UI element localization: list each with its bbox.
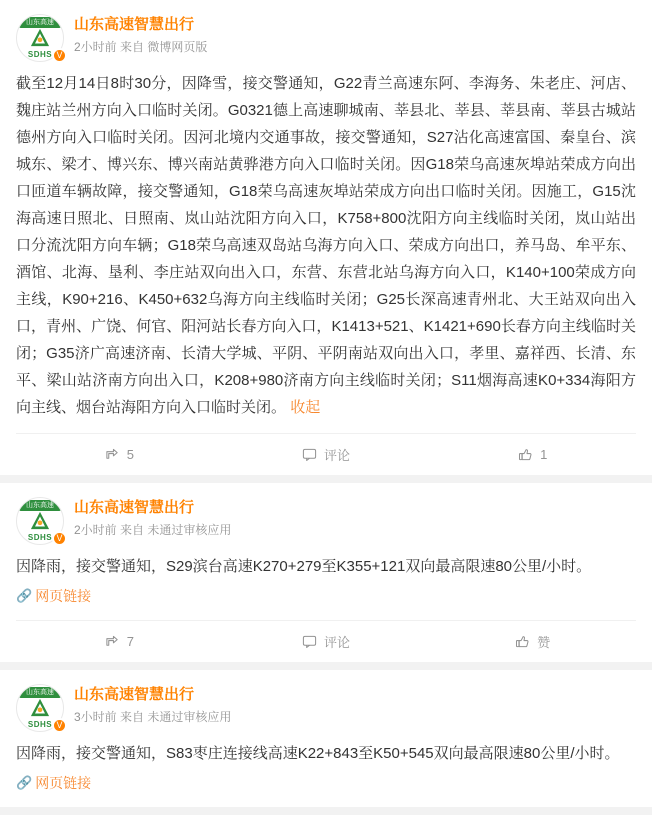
post-header [16,14,636,62]
comment-label: 评论 [324,448,351,463]
link-icon: 🔗 [16,775,33,790]
post-content [16,70,636,421]
avatar-bottom-text: SDHS [27,50,53,59]
post-actions [16,620,636,662]
post-content-text: 因降雨，接交警通知，S83枣庄连接线高速K22+843至K50+545双向最高限速80公里/小时。 [16,745,620,762]
post-card [0,670,652,807]
post-username[interactable]: 山东高速智慧出行 [74,16,195,33]
post-source-prefix: 来自 [120,40,145,54]
post-username[interactable]: 山东高速智慧出行 [74,686,195,703]
post-meta [74,38,207,56]
post-head-text [74,14,207,56]
post-content-text: 因降雨，接交警通知，S29滨台高速K270+279至K355+121双向最高限速80公里/小时。 [16,558,592,575]
comment-icon [302,447,317,462]
repost-count: 5 [126,447,134,462]
verified-badge-icon: V [52,48,67,63]
post-source[interactable]: 未通过审核应用 [147,710,232,724]
verified-badge-icon: V [52,531,67,546]
web-link[interactable] [16,771,636,795]
like-button[interactable] [429,447,636,462]
like-label: 赞 [537,635,551,650]
post-source-prefix: 来自 [120,523,145,537]
post-actions [16,433,636,475]
web-link-label: 网页链接 [35,775,92,791]
repost-icon [105,447,120,462]
collapse-toggle[interactable]: 收起 [290,399,321,416]
thumbs-up-icon [515,634,530,649]
avatar-band-text: 山东高速 [26,19,54,26]
avatar-band [19,500,61,511]
comment-button[interactable] [223,445,430,464]
avatar-band-text: 山东高速 [26,689,54,696]
post-time: 3小时前 [74,710,117,724]
post-head-text [74,684,231,726]
post-source-prefix: 来自 [120,710,145,724]
avatar-band [19,687,61,698]
like-count: 1 [540,447,548,462]
post-header [16,684,636,732]
post-bottom-spacer [16,795,636,807]
post-content-text: 截至12月14日8时30分，因降雪，接交警通知，G22青兰高速东阿、李海务、朱老庄、河店、魏庄站兰州方向入口临时关闭。G0321德上高速聊城南、莘县北、莘县、莘县南、莘县古城站德州方向入口临时关闭。因河北境内交通事故，接交警通知，S27沾化高速富国、秦皇台、滨城东、梁才、博兴东、博兴南站黄骅港方向入口临时关闭。因G18荣乌高速灰埠站荣成方向出口匝道车辆故障，接交警通知，G18荣乌高速灰埠站荣成方向出口临时关闭。因施工，G15沈海高速日照北、日照南、岚山站沈阳方向入口，K758+800沈阳方向主线临时关闭，岚山站出口分流沈阳方向车辆；G18荣乌高速双岛站乌海方向入口、荣成方向出口，养马岛、牟平东、酒馆、北海、垦利、李庄站双向出入口，东营、东营北站乌海方向入口，K140+100荣成方向主线，K90+216、K450+632乌海方向主线临时关闭；G25长深高速青州北、大王站双向出入口，青州、广饶、何官、阳河站长春方向入口，K1413+521、K1421+690长春方向主线临时关闭；G35济广高速济南、长清大学城、平阴、平阴南站双向出入口，孝里、嘉祥西、长清、东平、梁山站济南方向出入口，K208+980济南方向主线临时关闭；S11烟海高速K0+334海阳方向主线、烟台站海阳方向入口临时关闭。 [16,75,636,416]
logo-icon [29,28,51,48]
avatar-band [19,17,61,28]
post-time: 2小时前 [74,523,117,537]
comment-button[interactable] [223,632,430,651]
post-username[interactable]: 山东高速智慧出行 [74,499,195,516]
repost-button[interactable] [16,447,223,462]
comment-icon [302,634,317,649]
post-content [16,740,636,767]
logo-icon [29,698,51,718]
post-time: 2小时前 [74,40,117,54]
post-meta [74,708,231,726]
web-link-label: 网页链接 [35,588,92,604]
post-source[interactable]: 未通过审核应用 [147,523,232,537]
verified-badge-icon: V [52,718,67,733]
post-meta [74,521,231,539]
repost-button[interactable] [16,634,223,649]
repost-count: 7 [126,634,134,649]
avatar-bottom-text: SDHS [27,533,53,542]
web-link[interactable] [16,584,636,608]
post-header [16,497,636,545]
post-source[interactable]: 微博网页版 [147,40,208,54]
post-head-text [74,497,231,539]
post-card [0,483,652,662]
logo-icon [29,511,51,531]
avatar-band-text: 山东高速 [26,502,54,509]
post-content [16,553,636,580]
avatar-bottom-text: SDHS [27,720,53,729]
comment-label: 评论 [324,635,351,650]
like-button[interactable] [429,632,636,651]
repost-icon [105,634,120,649]
thumbs-up-icon [518,447,533,462]
link-icon: 🔗 [16,588,33,603]
